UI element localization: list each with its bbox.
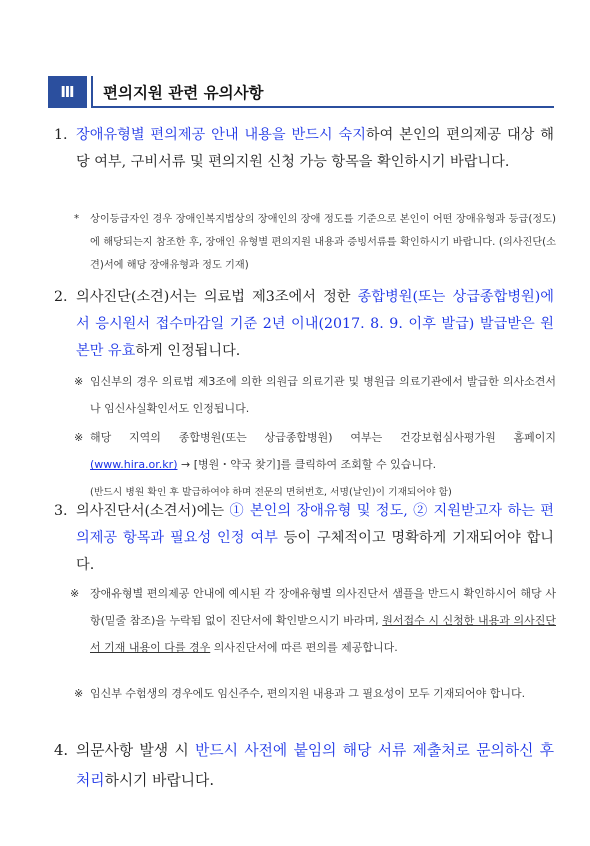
header-underline — [93, 106, 554, 108]
item-number: 4. — [54, 742, 69, 759]
text-run: ① 본인의 장애유형 및 정도, ② 지원받고자 하는 편의제공 항목과 필요성 인정 여부 — [76, 503, 554, 546]
note-mark: ※ — [74, 431, 84, 444]
item-1 — [54, 122, 554, 176]
text-run: 하게 인정됩니다. — [135, 343, 241, 359]
note-text — [90, 368, 556, 422]
text-run: 의사진단(소견)서는 의료법 제3조에서 정한 — [76, 289, 358, 305]
text-run: 등이 구체적이고 명확하게 기재되어야 합니다. — [76, 530, 554, 573]
note-2a — [74, 368, 556, 422]
item-text — [76, 736, 554, 796]
note-1 — [74, 208, 556, 277]
item-number: 2. — [54, 289, 68, 305]
text-run: 임신부 수험생의 경우에도 임신주수, 편의지원 내용과 그 필요성이 모두 기재되어야 합니다. — [90, 687, 526, 700]
text-run: 의사진단서(소견서)에는 — [76, 503, 230, 519]
note-text — [90, 580, 556, 661]
text-run: 원서접수 시 신청한 내용과 의사진단서 기재 내용이 다를 경우 — [90, 614, 556, 654]
text-run: 장애유형별 편의제공 안내 내용을 반드시 숙지 — [76, 127, 366, 143]
item-text — [76, 284, 554, 365]
header-divider — [91, 76, 93, 108]
text-run: 하여 본인의 편의제공 대상 해당 여부, 구비서류 및 편의지원 신청 가능 항목을 확인하시기 바랍니다. — [76, 127, 554, 170]
item-number: 1. — [54, 127, 68, 143]
note-3b — [74, 680, 556, 707]
note-3a — [70, 580, 556, 661]
note-mark: * — [74, 214, 80, 225]
item-text — [76, 122, 554, 176]
item-text — [76, 498, 554, 579]
section-number: Ⅲ — [48, 76, 87, 108]
text-run: 임신부의 경우 의료법 제3조에 의한 의원급 의료기관 및 병원급 의료기관에서 발급한 의사소견서나 임신사실확인서도 인정됩니다. — [90, 375, 556, 415]
item-number: 3. — [54, 503, 68, 519]
text-run: → [병원・약국 찾기]를 클릭하여 조회할 수 있습니다. — [177, 458, 437, 471]
item-4 — [54, 736, 554, 796]
note-text — [90, 208, 556, 277]
text-run: 반드시 사전에 붙임의 해당 서류 제출처로 문의하신 후 처리 — [76, 742, 555, 789]
text-run: 하시기 바랍니다. — [104, 772, 215, 789]
item-2 — [54, 284, 554, 365]
text-run: 의문사항 발생 시 — [76, 742, 196, 759]
note-mark: ※ — [74, 687, 84, 700]
text-run: 장애유형별 편의제공 안내에 예시된 각 장애유형별 의사진단서 샘플을 반드시 확인하시어 해당 사항(밑줄 참조)을 누락됨 없이 진단서에 확인받으시기 바라며, — [90, 587, 556, 627]
text-run: (www.hira.or.kr) — [90, 458, 178, 471]
text-run: 상이등급자인 경우 장애인복지법상의 장애인의 장애 정도를 기준으로 본인이 어떤 장애유형과 등급(정도)에 해당되는지 참조한 후, 장애인 유형별 편의지원 내용과 증빙서류를 확인하시기 바랍니다. (의사진단(소견)서에 해당 장애유형과 정도 기재) — [90, 214, 556, 271]
note-subtext: (반드시 병원 확인 후 발급하여야 하며 전문의 면허번호, 서명(날인)이 기재되어야 함) — [90, 487, 452, 498]
note-text — [90, 424, 556, 506]
note-text — [90, 680, 556, 707]
text-run: 해당 지역의 종합병원(또는 상급종합병원) 여부는 건강보험심사평가원 홈페이지 — [90, 431, 556, 444]
text-run: 종합병원(또는 상급종합병원)에서 응시원서 접수마감일 기준 2년 이내(2017. 8. 9. 이후 발급) 발급받은 원본만 유효 — [76, 289, 554, 359]
text-run: 의사진단서에 따른 편의를 제공합니다. — [210, 641, 398, 654]
note-mark: ※ — [70, 587, 80, 600]
section-title: 편의지원 관련 유의사항 — [103, 84, 264, 102]
note-mark: ※ — [74, 375, 84, 388]
note-2b — [74, 424, 556, 506]
section-header — [48, 76, 554, 108]
note-main-text — [90, 431, 556, 471]
item-3 — [54, 498, 554, 579]
